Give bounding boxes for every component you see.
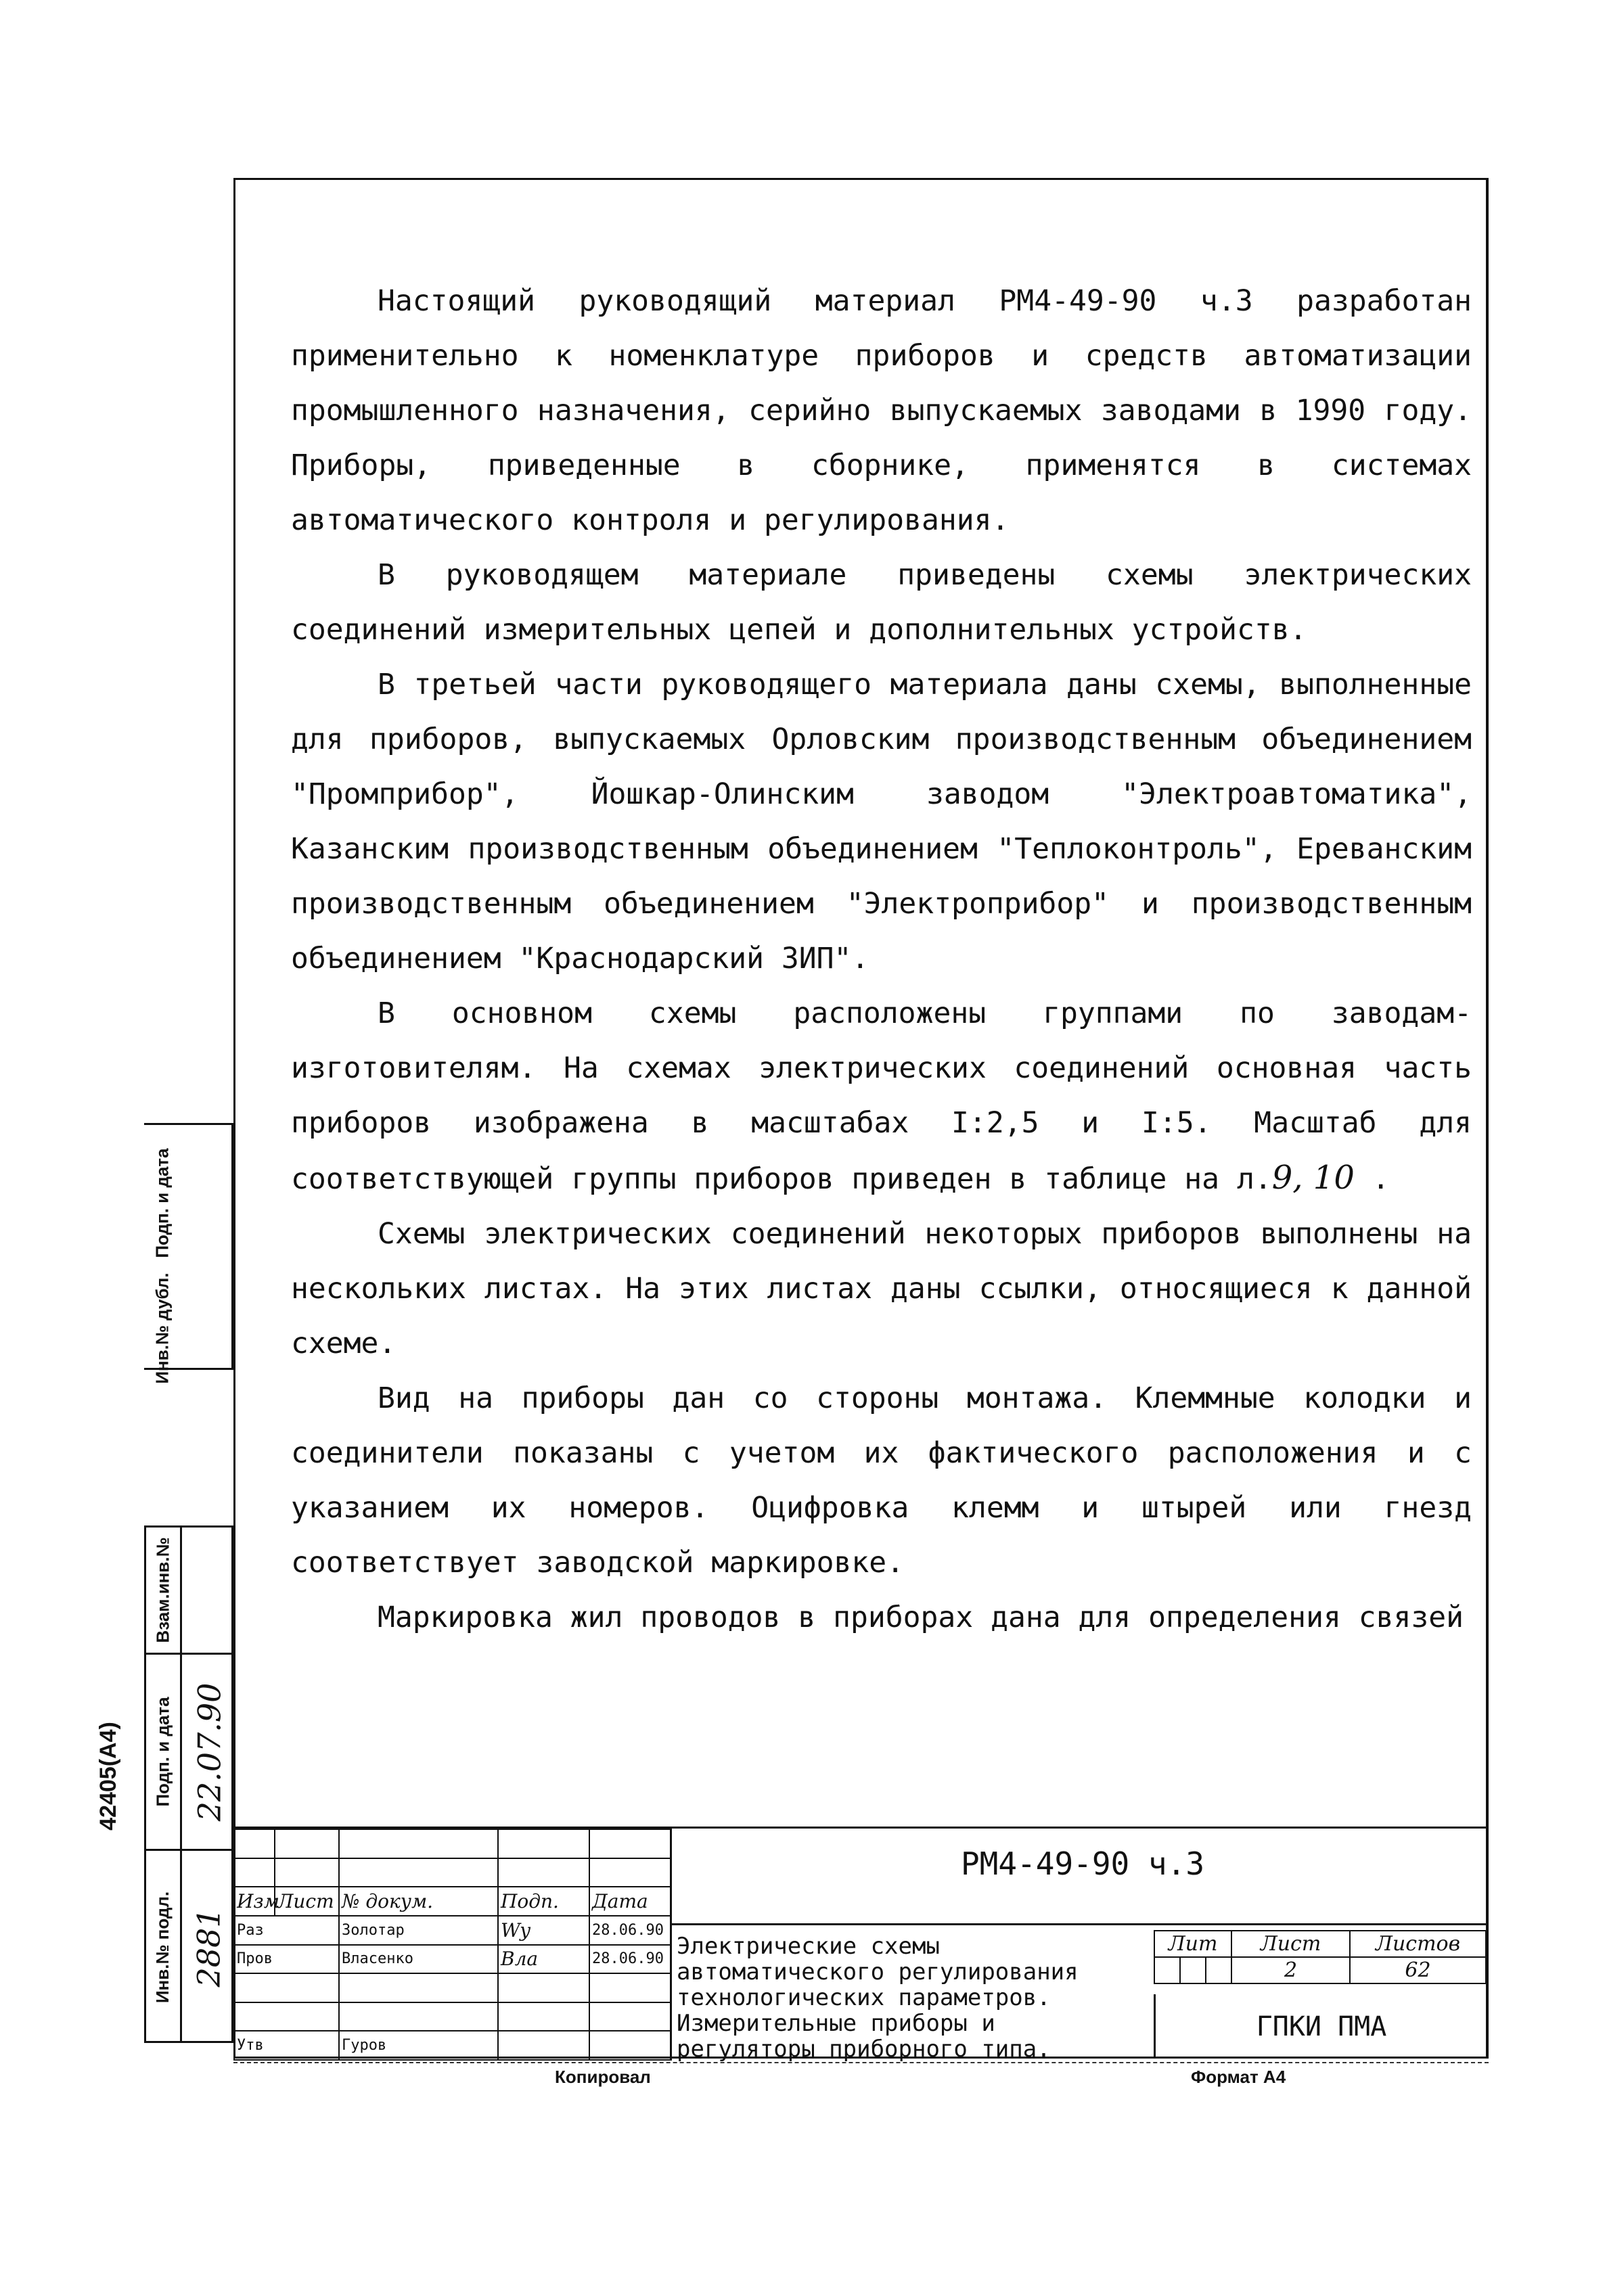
role-cell: Раз xyxy=(234,1916,339,1945)
name-cell xyxy=(339,2002,498,2031)
body-text xyxy=(291,274,1472,1645)
role-cell xyxy=(234,2002,339,2031)
paragraph-3: В третьей части руководящего материала даны схемы, выполненные для приборов, выпускаемых Орловским производственным объединением "Промприбор", Йошкар-Олинским заводом "Электроавтоматика", Казанским производственным объединением "Теплоконтроль", Ереванским производственным объединением "Электроприбор" и производственным объединением "Краснодарский ЗИП". xyxy=(291,668,1472,975)
footer-line xyxy=(233,2062,1489,2063)
sheets-label: Листов xyxy=(1350,1931,1486,1957)
sheets-total: 62 xyxy=(1350,1957,1486,1983)
header-date: Дата xyxy=(589,1887,671,1916)
title-block xyxy=(233,1827,1489,2063)
document-code: РМ4-49-90 ч.3 xyxy=(960,1845,1205,1882)
footer-format: Формат А4 xyxy=(1191,2067,1286,2087)
label-vzam: Взам.инв.№ xyxy=(152,1537,173,1643)
divider xyxy=(672,1923,1489,1925)
archive-number-text: 42405(А4) xyxy=(95,1721,121,1831)
revision-table xyxy=(233,1829,671,2061)
header-izm: Изм xyxy=(234,1887,275,1916)
document-title xyxy=(677,1933,1103,2062)
margin-stamp-upper xyxy=(144,1123,233,1384)
margin-stamp-lower xyxy=(144,1525,233,2043)
table-row xyxy=(234,2031,671,2060)
paragraph-1: Настоящий руководящий материал РМ4-49-90 ч.3 разработан применительно к номенклатуре приборов и средств автоматизации промышленного назначения, серийно выпускаемых заводами в 1990 году. Приборы, приведенные в сборнике, применятся в системах автоматического контроля и регулирования. xyxy=(291,284,1472,537)
role-cell xyxy=(234,1973,339,2002)
paragraph-6: Вид на приборы дан со стороны монтажа. Клеммные колодки и соединители показаны с учетом их фактического расположения и с указанием их номеров. Оцифровка клемм и штырей или гнезд соответствует заводской маркировке. xyxy=(291,1381,1472,1580)
label-sign-date: Подп. и дата xyxy=(152,1697,173,1807)
name-cell: Гуров xyxy=(339,2031,498,2060)
table-row xyxy=(234,1916,671,1945)
sheet-reference: 9, 10 xyxy=(1271,1159,1355,1197)
name-cell: Золотар xyxy=(339,1916,498,1945)
date-cell xyxy=(589,2031,671,2060)
signature-cell xyxy=(498,2002,589,2031)
header-doc-no: № докум. xyxy=(339,1887,498,1916)
footer-copied: Копировал xyxy=(555,2067,651,2087)
signature-cell xyxy=(498,1973,589,2002)
date-cell: 28.06.90 xyxy=(589,1916,671,1945)
sign-date-value: 22.07.90 xyxy=(191,1682,227,1821)
role-cell: Утв xyxy=(234,2031,339,2060)
paragraph-4 xyxy=(291,986,1472,1207)
organization xyxy=(1154,1994,1487,2059)
inventory-number: 2881 xyxy=(191,1907,228,1988)
paragraph-4-text: В основном схемы расположены группами по заводам-изготовителям. На схемах электрических соединений основная часть приборов изображена в масштабах I:2,5 и I:5. Масштаб для соответствующей группы приборов приведен в таблице на л. xyxy=(291,996,1472,1196)
label-sign-date-2: Подп. и дата xyxy=(152,1147,173,1258)
label-inv: Инв.№ подл. xyxy=(152,1891,173,2004)
paragraph-5: Схемы электрических соединений некоторых приборов выполнены на нескольких листах. На этих листах даны ссылки, относящиеся к данной схеме. xyxy=(291,1217,1472,1360)
name-cell xyxy=(339,1973,498,2002)
role-cell: Пров xyxy=(234,1945,339,1974)
date-cell: 28.06.90 xyxy=(589,1945,671,1974)
signature-cell xyxy=(498,2031,589,2060)
table-row xyxy=(234,2002,671,2031)
organization-name: ГПКИ ПМА xyxy=(1256,2011,1387,2042)
sheet-number: 2 xyxy=(1231,1957,1350,1983)
signature-cell: Wy xyxy=(498,1916,589,1945)
paragraph-4-end: . xyxy=(1354,1162,1390,1196)
archive-number xyxy=(81,1684,135,1867)
date-cell xyxy=(589,1973,671,2002)
document-title-text: Электрические схемы автоматического регулирования технологических параметров. Измерительные приборы и регуляторы приборного типа. xyxy=(677,1933,1079,2063)
date-cell xyxy=(589,2002,671,2031)
header-sign: Подп. xyxy=(498,1887,589,1916)
table-row xyxy=(234,1945,671,1974)
header-list: Лист xyxy=(275,1887,339,1916)
sheet-info-table xyxy=(1154,1930,1487,1984)
paragraph-7: Маркировка жил проводов в приборах дана для определения связей xyxy=(378,1601,1464,1634)
table-row xyxy=(234,1973,671,2002)
title-block-divider xyxy=(670,1829,672,2061)
lit-label: Лит xyxy=(1154,1931,1231,1957)
name-cell: Власенко xyxy=(339,1945,498,1974)
paragraph-2: В руководящем материале приведены схемы электрических соединений измерительных цепей и дополнительных устройств. xyxy=(291,558,1472,647)
signature-cell: Вла xyxy=(498,1945,589,1974)
label-dubl: Инв.№ дубл. xyxy=(152,1272,173,1384)
sheet-label: Лист xyxy=(1231,1931,1350,1957)
